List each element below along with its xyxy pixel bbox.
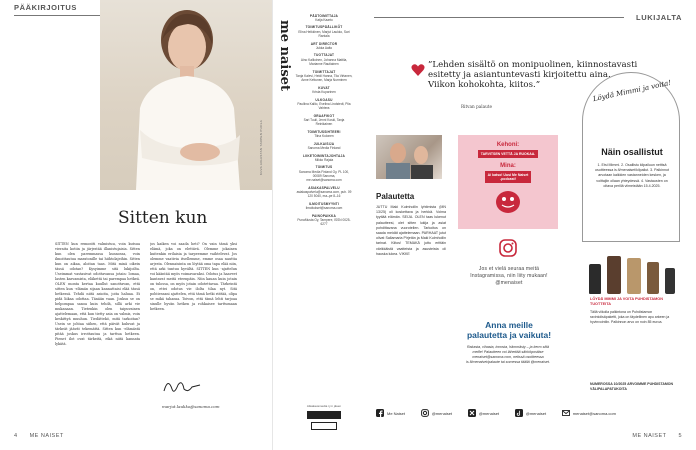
credit-block (295, 14, 353, 22)
x-icon (468, 409, 476, 417)
product-bottle (607, 256, 621, 294)
masthead-logo: me naiset (277, 20, 292, 91)
editor-portrait (100, 0, 272, 190)
masthead-footer (295, 404, 353, 430)
quote-heart-icon (411, 63, 425, 77)
credit-names: Tanja Kalevi, Heidi Hanna, Tiia Virtanen, Anne Kettunen, Marja Nurminen (295, 73, 353, 82)
section-header: PÄÄKIRJOITUS (14, 3, 78, 12)
section-header: LUKIJALTA (636, 13, 682, 22)
editor-signature (162, 375, 202, 397)
social-link[interactable] (468, 409, 499, 417)
credit-block (295, 42, 353, 50)
credit-role: KUVAT (318, 85, 330, 90)
facebook-icon (376, 409, 384, 417)
credit-role: PÄÄTOIMITTAJA (309, 13, 339, 18)
left-page (0, 0, 272, 450)
right-page (354, 0, 696, 450)
credit-block (295, 25, 353, 38)
credit-names: Krista Kuparinen (312, 89, 336, 94)
mail-icon (562, 409, 570, 417)
article-column-2: jos kaiken voi saada heti? On vain tämä yksi elämä, joka on elettävä. Olemme jokainen kuitenkin erilaisia ja tarpeemme vaihtelevat. Jos olemme vaativia itsellemme, emme osaa nauttia arjesta. Olennaisinta on löytää oma tapa elää niin, että arki tuntuu hyvältä. SITTEN kun -ajattelun voi kääntää myös voimavaraksi. Odotus ja haaveet kantavat meitä eteenpäin. Niin kauan kuin jotain on tulossa, on myös jotain odotettavaa. Tärkeintä on, ettei odotus vie ilolta tilaa nyt. Sitä pohtiessani ajattelen, että tämä hetki riittää, olipa se mikä tahansa. Toivon, että tämä lehti tarjoaa sinulle hyvän hetken ja rohkaisee tarttumaan hetkeen. (150, 242, 237, 311)
feedback-body: JUTTU Maki Kulmhollin lyhtimista (MN 13/25) oli koskettava ja herkkä. Voima tyytiää elämän. SEIJA. OLEN taas lukenut palautteesi, olet sitten lukija ja asiat pohdittavana vuorotellen. Tarkoitus on saada meidät ajattelemaan. PARHAAT jutut olivat Sallamaria Pirjetän ja Maki Kulmhollin tarinat. Kiitos! TEMAKÄ juttu erittäin värikkäistä vaatteista ja asusteista oli hauska lukea. VIKKE (376, 205, 446, 256)
credit-names: asiakaspalvelu@sanoma.com, puh. 09 120 5040, ma–pe 8–16 (296, 190, 352, 199)
credit-names: PunaMusta Oy, Tampere, ISSN 0025-6277 (297, 218, 351, 227)
quote-author: Ritvan palaute (461, 104, 492, 109)
credit-block (295, 98, 353, 111)
social-label: @menaiset (431, 410, 453, 416)
prize-products (586, 250, 678, 294)
credit-role: TOIMITUS (315, 165, 333, 170)
credit-block (295, 142, 353, 150)
header-rule (374, 17, 624, 18)
credit-block (295, 202, 353, 210)
credit-role: TOIMITUSPÄÄLLIKÖT (305, 25, 343, 30)
credit-block (295, 114, 353, 127)
credit-block (295, 70, 353, 83)
credit-names: Sanoma Media Finland (307, 145, 341, 150)
reader-photo-illustration (376, 135, 442, 179)
feedback-cta-heading: Anna meille palautetta ja vaikuta! (466, 320, 552, 340)
instagram-text: Jos et vielä seuraa meitä Instagramissa, niin liity mukaan! @menaiset (470, 266, 548, 286)
winners-list: 1. Etsi Mimmi. 2. Osallistu kilpailuun nettisä osoitteessa is.fi/menaiset/kilpailut. 3. Palkinnot arvotaan kaikkien vastanneiden kesken, ja voittajiin ollaan yhteydessä. 4. Vastausten on oltava perillä viimeistään 15.4.2025. (595, 163, 669, 188)
magazine-name: ME NAISET (632, 433, 667, 439)
promo-mind-sub: Ai katso! Uusi Me Naiset -podcast! (485, 171, 531, 183)
winners-heading: Näin osallistut (601, 147, 663, 157)
instagram-icon (421, 409, 429, 417)
signature-email: marjut.laukko@sanoma.com (162, 404, 220, 409)
credit-names: Tiina Kulonen (314, 133, 334, 138)
social-row (376, 409, 616, 417)
right-page-number (632, 433, 682, 439)
contest-arch (582, 72, 680, 242)
social-link[interactable] (515, 409, 546, 417)
tiktok-icon (515, 409, 523, 417)
promo-mind: Mina: (500, 163, 516, 169)
social-link[interactable] (421, 409, 452, 417)
portrait-illustration (100, 0, 272, 190)
social-label: menaiset@sanoma.com (572, 410, 616, 416)
article-column-1: SITTEN kun remontti valmistuu, voin kutsua vieraita kotiin ja järjestää illanistujaisia. Sitten kun olen paremmassa kunnossa, voin ilmoittautua maratonille tai hiihtolajeihin. Sitten kun on aikaa, aloitan taas. Mitä minä oikein tässä odotan? Kysyimme sitä lukijoilta. Useimmat vastasivat odottavansa jotain: lomaa, lasten kasvamista, eläkettä tai parempaa hetkeä. OLEN monta kertaa kuullut sanottavan, että sitten kun -elämän sijaan kannattaisi elää tässä hetkessä. Tehdä niitä asioita, joita haluaa. Ei pidä liikaa odottaa. Tänään vaan. Joskus se on helpompaa sanoa kuin tehdä, sillä arki vie mukanaan. Tietenkin olen taipuvainen ajattelemaan, että kun tietty asia on valmis, voin keskittyä muuhun. Tiedättekö, mitä tarkoitan? Usein se johtaa siihen, että päivät kuluvat ja tärkeät jäävät tekemättä. Sitten kun -elämästä pitää joskus irrottautua ja tarttua hetkeen. Pienet ilot ovat tärkeitä, eikä niitä kannata lykätä. (55, 242, 140, 346)
page-number: 4 (14, 433, 18, 439)
credit-block (295, 214, 353, 227)
credit-block (295, 186, 353, 199)
article-title: Sitten kun (118, 208, 208, 228)
credit-names: Sari Tuuli, Jenni Koski, Tanja Reinikainen (303, 117, 345, 127)
credit-names: Aino Kallioinen, Johanna Mattila, Marianne Rautiainen (300, 57, 348, 66)
social-label: @menaiset (478, 410, 500, 416)
prize-footer: NUMEROSSA 10/2025 ARVOIMME PUHDISTAMON VÄLIPALAPATUKOITA (590, 382, 674, 391)
credit-block (295, 53, 353, 66)
credit-block (295, 165, 353, 182)
podcast-mascot-icon (488, 186, 528, 214)
podcast-promo (458, 135, 558, 229)
masthead-column (272, 0, 354, 450)
social-link[interactable] (562, 409, 616, 417)
credit-names: Katja Kaarto (315, 17, 333, 22)
credit-names: Pauliina Kallio, Evelina Lindstedt, Piia Vahtera (297, 101, 351, 110)
credit-names: Mikko Rajala (314, 157, 334, 162)
masthead-footer-note: Aikakausmedia ry:n jäsen (306, 404, 342, 408)
credit-role: TUOTTAJAT (313, 53, 335, 58)
aikakausmedia-logo (307, 411, 341, 419)
credit-block (295, 130, 353, 138)
credit-role: ART DIRECTOR (310, 41, 338, 46)
masthead-credits (295, 10, 353, 226)
credit-role: ILMOITUSMYYNTI (308, 201, 340, 206)
social-label: Me Naiset (387, 410, 406, 416)
reader-photo (376, 135, 442, 179)
magazine-name: ME NAISET (29, 433, 64, 439)
photo-credit: KUVA AIGUSTAN TARPEN PUOLA (259, 120, 263, 176)
promo-sub: TARVITSEN VETTÄ JA RUOKAA. (478, 150, 538, 158)
product-bottle (665, 268, 675, 294)
credit-role: JULKAISIJA (313, 141, 335, 146)
arch-title: Löydä Mimmi ja voita! (592, 78, 672, 104)
credit-role: TOIMITTAJAT (312, 69, 336, 74)
credit-names: ilmoitukset@sanoma.com (305, 206, 343, 211)
social-label: @menaiset (525, 410, 547, 416)
credit-role: GRAAFIKOT (313, 113, 335, 118)
certification-logo (311, 422, 337, 430)
credit-role: ASIAKASPALVELU (308, 185, 340, 190)
product-bottle (589, 264, 601, 294)
prize-body: Tällä viikolla palkintona on Puhdistamon ravintolisäpaketti, joka on täydellinen apu arkeen ja hyvinvointiin. Palkinnon arvo on noin 85 euroa. (590, 310, 670, 324)
feedback-heading: Palautetta (376, 192, 415, 201)
credit-role: PAINOPAIKKA (311, 213, 337, 218)
instagram-logo-icon (498, 238, 518, 258)
credit-role: TOIMITUSSIHTEERI (307, 129, 341, 134)
credit-block (295, 86, 353, 94)
credit-role: LIIKETOIMINTAJOHTAJA (303, 153, 345, 158)
product-bottle (647, 262, 659, 294)
credit-names: Jukka Aalto (315, 45, 333, 50)
page-number: 5 (678, 433, 682, 439)
reader-quote: ”Lehden sisältö on monipuolinen, kiinnostavasti esitetty ja asiantuntevasti kirjoitettu aina. Viikon kohokohta, kiitos.” (428, 60, 638, 90)
credit-names: Elina Heikkinen, Marjut Laukko, Sari Rantala (298, 29, 350, 38)
product-bottle (627, 258, 641, 294)
credit-names: Sanoma Media Finland Oy, PL 100, 00089 Sanoma, me.naiset@sanoma.com (298, 169, 350, 183)
credit-role: ULKOASU (315, 97, 333, 102)
credit-block (295, 154, 353, 162)
prize-heading: LÖYDÄ MIMMI JA VOITA PUHDISTAMON TUOTTEITA (590, 297, 663, 306)
left-page-number (14, 433, 64, 439)
social-link[interactable] (376, 409, 405, 417)
promo-heading: Kehoni: (496, 142, 520, 148)
feedback-cta-body: Rakasta, vihasta, innosta, hämmästy – ja kerro siitä meille! Palautteen voi lähettää sähköpostitse menaiset@sanoma.com, netissä osoitteessa is.fi/menaiset/palaute tai somessa täällä @menaiset. (466, 345, 550, 364)
